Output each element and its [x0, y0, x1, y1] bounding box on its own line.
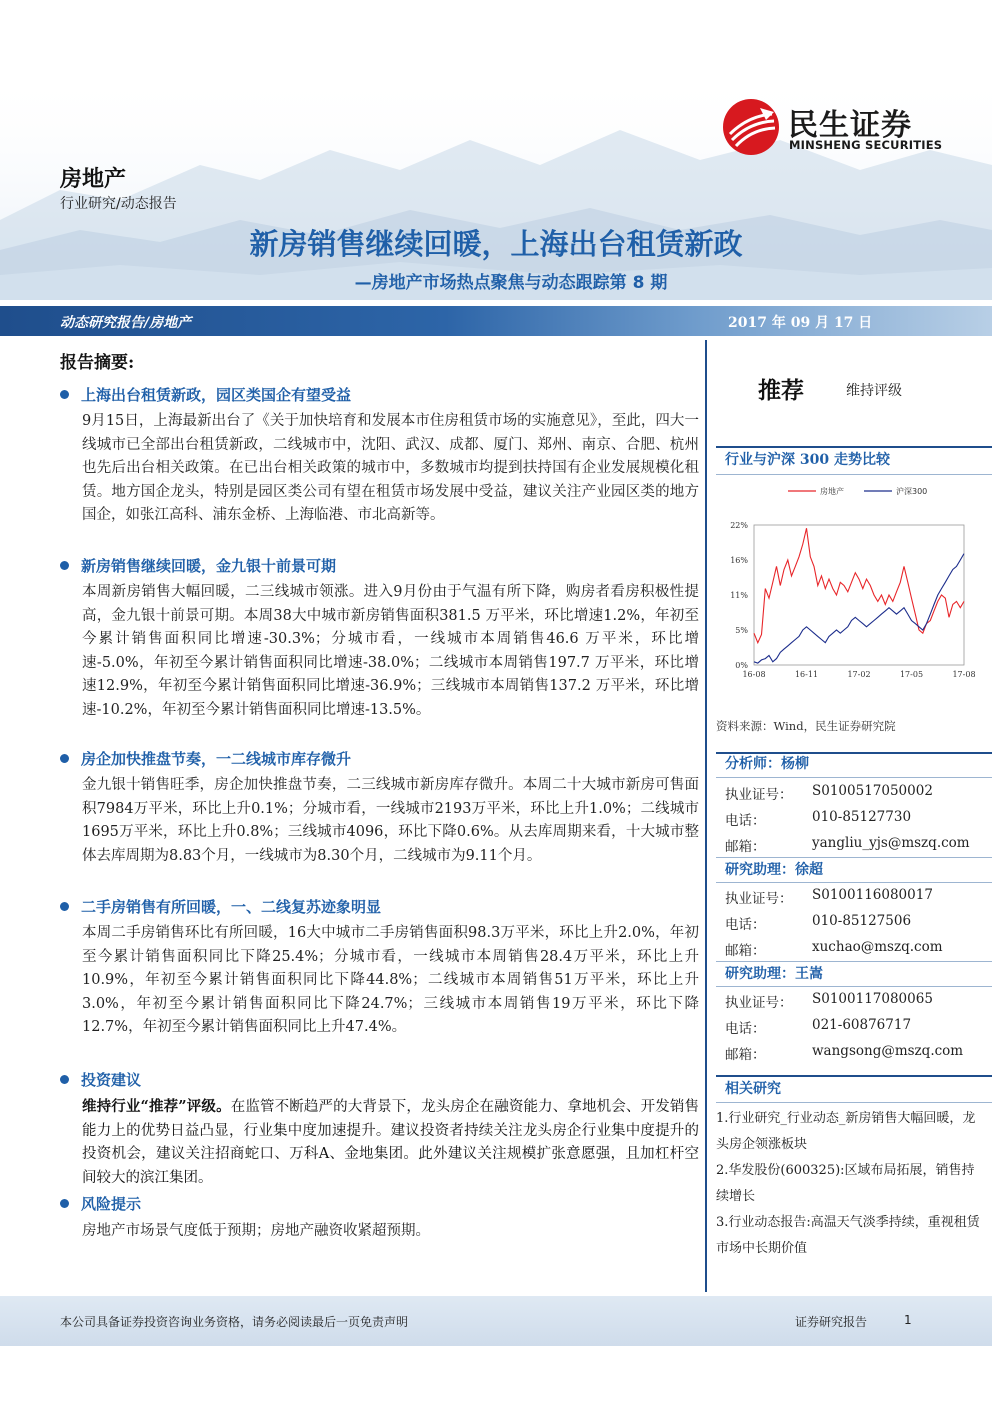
- y-tick-label: 11%: [730, 591, 748, 600]
- assistant-license-row: [725, 991, 992, 1017]
- chart-source: 资料来源：Wind，民生证券研究院: [716, 719, 896, 733]
- report-subtitle: —房地产市场热点聚焦与动态跟踪第 8 期: [354, 273, 668, 293]
- y-tick-label: 5%: [735, 626, 748, 635]
- report-date: 2017 年 09 月 17 日: [728, 315, 873, 331]
- trend-chart: [716, 477, 992, 687]
- divider: [716, 986, 992, 987]
- section-heading-text: 新房销售继续回暖，金九银十前景可期: [81, 557, 337, 575]
- section-paragraph: 9月15日，上海最新出台了《关于加快培育和发展本市住房租赁市场的实施意见》，至此，四大一线城市已全部出台租赁新政，二线城市中，沈阳、武汉、成都、厦门、郑州、南京、合肥、杭州也先后出台相关政策。在已出台相关政策的城市中，多数城市均提到扶持国有企业发展规模化租赁。地方国企龙头，特别是园区类公司有望在租赁市场发展中受益，建议关注产业园区类的地方国企，如张江高科、浦东金桥、上海临港、市北高新等。: [82, 413, 699, 523]
- page-number: 1: [904, 1313, 912, 1327]
- brand-name-cn: 民生证券: [788, 108, 912, 143]
- related-item[interactable]: 2.华发股份(600325):区域布局拓展，销售持续增长: [716, 1163, 975, 1204]
- series-line-real-estate: [754, 528, 964, 643]
- rating-note: 维持评级: [846, 383, 902, 399]
- info-key: 执业证号：: [725, 787, 793, 803]
- assistant-phone-row: [725, 913, 992, 939]
- bullet-icon: [60, 902, 69, 911]
- info-key: 邮箱：: [725, 943, 766, 959]
- section-paragraph: 金九银十销售旺季，房企加快推盘节奏，二三线城市新房库存微升。本周二十大城市新房可售面积7984万平米，环比上升0.1%；分城市看，一线城市2193万平米，环比上升1.0%；二线城市1695万平米，环比上升0.8%；三线城市4096，环比下降0.6%。从去库周期来看，十大城市整体去库周期为8.83个月，一线城市为8.30个月，二线城市为9.11个月。: [82, 777, 699, 864]
- section-heading: [60, 1193, 141, 1214]
- x-tick-label: 17-02: [847, 670, 871, 679]
- info-value: S0100517050002: [812, 783, 933, 799]
- report-type: 行业研究/动态报告: [60, 196, 177, 212]
- sector-label: 房地产: [60, 167, 127, 192]
- divider: [716, 1102, 992, 1103]
- x-tick-label: 16-11: [794, 670, 819, 679]
- info-key: 电话：: [725, 813, 766, 829]
- report-title: 新房销售继续回暖，上海出台租赁新政: [249, 227, 743, 261]
- info-key: 执业证号：: [725, 891, 793, 907]
- assistant-email-link[interactable]: wangsong@mszq.com: [812, 1043, 964, 1059]
- disclaimer-notice: 本公司具备证券投资咨询业务资格，请务必阅读最后一页免责声明: [60, 1315, 409, 1329]
- divider: [716, 474, 992, 475]
- assistant-heading: 研究助理：王嵩: [725, 966, 823, 982]
- section-paragraph: 本周新房销售大幅回暖，二三线城市领涨。进入9月份由于气温有所下降，购房者看房积极性提高，金九银十前景可期。本周38大中城市新房销售面积381.5 万平米，环比增速1.2%，年初至今累计销售面积同比增速-30.3%；分城市看，一线城市本周销售46.6 万平米，环比增速-5.0%，年初至今累计销售面积同比增速-38.0%；二线城市本周销售197.7 万平米，环比增速12.9%，年初至今累计销售面积同比增速-36.9%；三线城市本周销售137.2 万平米，环比增速-10.2%，年初至今累计销售面积同比增速-13.5%。: [82, 584, 699, 718]
- info-key: 电话：: [725, 917, 766, 933]
- info-value: 021-60876717: [812, 1017, 912, 1033]
- info-key: 执业证号：: [725, 995, 793, 1011]
- section-heading-text: 风险提示: [81, 1195, 142, 1213]
- divider: [716, 777, 992, 778]
- info-value: 010-85127506: [812, 913, 912, 929]
- bullet-icon: [60, 1075, 69, 1084]
- brand-name-en: MINSHENG SECURITIES: [789, 138, 943, 152]
- report-category: 动态研究报告/房地产: [60, 315, 192, 331]
- section-heading: [60, 748, 351, 769]
- info-key: 邮箱：: [725, 839, 766, 855]
- chart-section-title: 行业与沪深 300 走势比较: [725, 452, 890, 468]
- section-heading: [60, 555, 336, 576]
- report-info-bar: [0, 306, 992, 336]
- section-heading: [60, 896, 381, 917]
- section-paragraph: 房地产市场景气度低于预期；房地产融资收紧超预期。: [82, 1223, 430, 1239]
- x-tick-label: 17-08: [952, 670, 976, 679]
- rating-value: 推荐: [758, 378, 804, 404]
- analyst-heading: 分析师：杨柳: [725, 756, 809, 772]
- trend-chart-svg: [716, 477, 992, 687]
- info-value: S0100116080017: [812, 887, 933, 903]
- column-divider: [705, 340, 707, 1292]
- summary-title: 报告摘要:: [60, 353, 135, 373]
- section-heading: [60, 384, 351, 405]
- analyst-license-row: [725, 783, 992, 809]
- divider: [716, 882, 992, 883]
- assistant-heading: 研究助理：徐超: [725, 862, 823, 878]
- section-paragraph: 本周二手房销售环比有所回暖，16大中城市二手房销售面积98.3万平米，环比上升2.0%，年初至今累计销售面积同比下降25.4%；分城市看，一线城市本周销售28.4万平米，环比上升10.9%，年初至今累计销售面积同比下降44.8%；二线城市本周销售51万平米，环比上升3.0%，年初至今累计销售面积同比下降24.7%；三线城市本周销售19万平米，环比下降12.7%，年初至今累计销售面积同比上升47.4%。: [82, 925, 699, 1035]
- rating-statement: 维持行业“推荐”评级。: [82, 1098, 231, 1115]
- section-paragraph: [82, 1095, 699, 1190]
- series-line-csi300: [754, 554, 964, 664]
- minsheng-logo-icon: [722, 98, 780, 156]
- assistant-phone-row: [725, 1017, 992, 1043]
- info-key: 邮箱：: [725, 1047, 766, 1063]
- y-tick-label: 22%: [730, 521, 748, 530]
- section-heading-text: 投资建议: [81, 1071, 142, 1089]
- section-heading-text: 房企加快推盘节奏，一二线城市库存微升: [81, 750, 352, 768]
- section-heading-text: 上海出台租赁新政，园区类国企有望受益: [81, 386, 352, 404]
- assistant-email-link[interactable]: xuchao@mszq.com: [812, 939, 943, 955]
- y-tick-label: 0%: [735, 661, 748, 670]
- report-header: [0, 0, 992, 300]
- legend-label: 沪深300: [896, 487, 928, 496]
- bullet-icon: [60, 390, 69, 399]
- bullet-icon: [60, 1199, 69, 1208]
- section-heading: [60, 1069, 141, 1090]
- bullet-icon: [60, 754, 69, 763]
- related-item[interactable]: 1.行业研究_行业动态_新房销售大幅回暖，龙头房企领涨板块: [716, 1111, 976, 1152]
- plot-area-frame: [754, 525, 964, 665]
- brand-logo: [722, 98, 952, 158]
- section-paragraph-text: 在监管不断趋严的大背景下，龙头房企在融资能力、拿地机会、开发销售能力上的优势日益凸显，行业集中度加速提升。建议投资者持续关注龙头房企行业集中度提升的投资机会，建议关注招商蛇口、万科A、金地集团。此外建议关注规模扩张意愿强，且加杠杆空间较大的滨江集团。: [82, 1099, 699, 1186]
- related-item[interactable]: 3.行业动态报告:高温天气淡季持续，重视租赁市场中长期价值: [716, 1215, 980, 1256]
- page-footer: [0, 1296, 992, 1346]
- info-value: 010-85127730: [812, 809, 912, 825]
- analyst-phone-row: [725, 809, 992, 835]
- assistant-email-row: [725, 1043, 992, 1069]
- analyst-email-link[interactable]: yangliu_yjs@mszq.com: [812, 835, 970, 851]
- legend-label: 房地产: [820, 487, 844, 496]
- related-research-heading: 相关研究: [725, 1081, 781, 1097]
- y-tick-label: 16%: [730, 556, 748, 565]
- section-heading-text: 二手房销售有所回暖，一、二线复苏迹象明显: [81, 898, 382, 916]
- x-tick-label: 16-08: [742, 670, 766, 679]
- bullet-icon: [60, 561, 69, 570]
- assistant-license-row: [725, 887, 992, 913]
- info-key: 电话：: [725, 1021, 766, 1037]
- x-tick-label: 17-05: [899, 670, 924, 679]
- info-value: S0100117080065: [812, 991, 933, 1007]
- footer-doc-type: 证券研究报告: [795, 1315, 868, 1329]
